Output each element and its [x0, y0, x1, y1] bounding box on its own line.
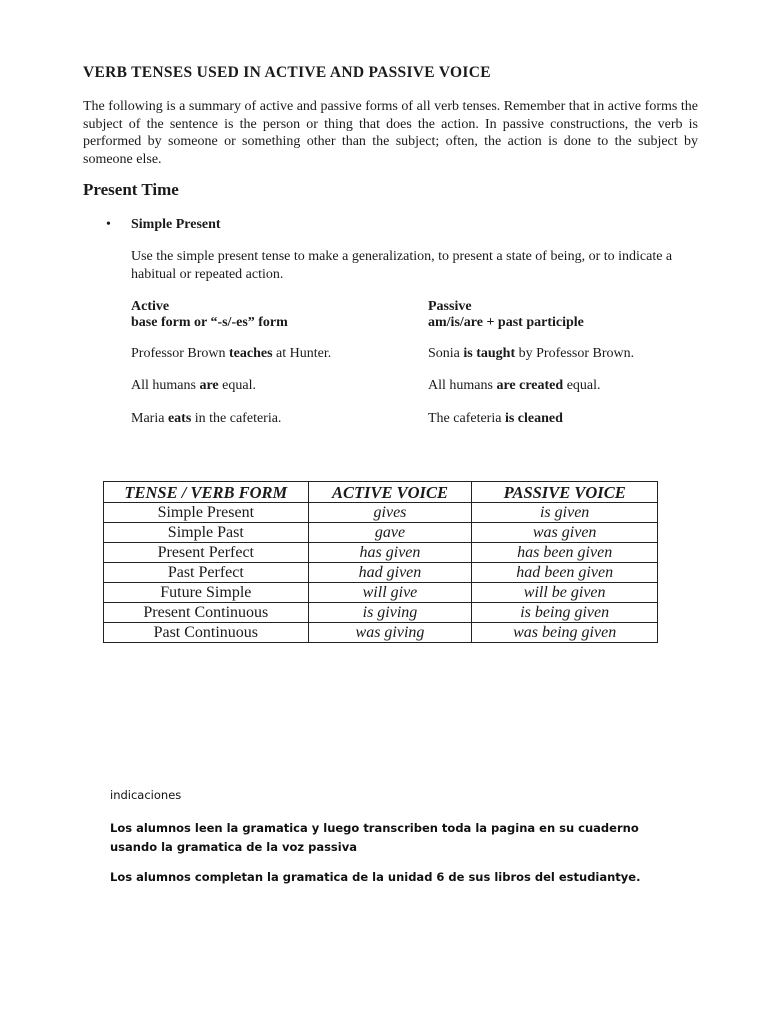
active-column-heading [131, 299, 288, 331]
tense-cell: Past Perfect [104, 563, 309, 583]
table-row [104, 523, 658, 543]
passive-column-heading [428, 299, 584, 331]
notes-line-2: Los alumnos completan la gramatica de la unidad 6 de sus libros del estudiantye. [110, 870, 641, 884]
example-verb: are created [496, 378, 564, 393]
example-verb: teaches [229, 346, 273, 361]
example-passive [428, 411, 563, 427]
notes-line-1: Los alumnos leen la gramatica y luego transcriben toda la pagina en su cuaderno usando la gramatica de la voz passiva [110, 821, 639, 854]
active-cell: gives [308, 503, 472, 523]
passive-heading: Passive [428, 299, 472, 314]
example-text: All humans [428, 378, 497, 393]
bullet-icon: • [106, 217, 111, 232]
table-header-row [104, 482, 658, 503]
tense-cell: Past Continuous [104, 623, 309, 643]
example-active [131, 346, 331, 362]
tense-cell: Present Perfect [104, 543, 309, 563]
tense-cell: Simple Present [104, 503, 309, 523]
example-verb: is cleaned [504, 411, 563, 426]
table-row [104, 543, 658, 563]
passive-cell: will be given [472, 583, 658, 603]
header-label: TENSE / VERB FORM [124, 482, 288, 502]
header-active [308, 482, 472, 503]
example-text: The cafeteria [428, 411, 505, 426]
passive-cell: is given [472, 503, 658, 523]
active-subheading: base form or “-s/-es” form [131, 315, 288, 330]
example-text: at Hunter. [272, 346, 332, 361]
passive-cell: was being given [472, 623, 658, 643]
header-passive [472, 482, 658, 503]
section-heading: Present Time [83, 180, 179, 199]
header-label: ACTIVE VOICE [331, 482, 448, 502]
active-cell: was giving [308, 623, 472, 643]
example-text: in the cafeteria. [191, 411, 282, 426]
table-row [104, 563, 658, 583]
example-passive [428, 378, 601, 394]
example-text: equal. [563, 378, 601, 393]
passive-cell: has been given [472, 543, 658, 563]
table-row [104, 623, 658, 643]
tense-table [103, 481, 658, 643]
passive-cell: is being given [472, 603, 658, 623]
bullet-title: Simple Present [131, 217, 221, 232]
notes-label: indicaciones [110, 788, 182, 802]
example-verb: is taught [463, 346, 516, 361]
active-cell: has given [308, 543, 472, 563]
active-cell: will give [308, 583, 472, 603]
example-passive [428, 346, 634, 362]
tense-cell: Simple Past [104, 523, 309, 543]
active-cell: is giving [308, 603, 472, 623]
intro-paragraph: The following is a summary of active and passive forms of all verb tenses. Remember that in active forms the subject of the sentence is the person or thing that does the action. In passive constructions, the verb is performed by someone or something other than the subject; often, the action is done to the subject by someone else. [83, 99, 698, 167]
active-cell: had given [308, 563, 472, 583]
header-tense [104, 482, 309, 503]
example-text: Sonia [428, 346, 464, 361]
example-text: by Professor Brown. [515, 346, 635, 361]
header-label: PASSIVE VOICE [503, 482, 626, 502]
example-verb: are [199, 378, 219, 393]
active-heading: Active [131, 299, 170, 314]
example-active [131, 378, 256, 394]
passive-cell: was given [472, 523, 658, 543]
example-text: equal. [218, 378, 256, 393]
active-cell: gave [308, 523, 472, 543]
tense-cell: Future Simple [104, 583, 309, 603]
example-active [131, 411, 281, 427]
passive-subheading: am/is/are + past participle [428, 315, 584, 330]
table-row [104, 503, 658, 523]
example-text: Maria [131, 411, 168, 426]
document-title: VERB TENSES USED IN ACTIVE AND PASSIVE VOICE [83, 64, 491, 81]
passive-cell: had been given [472, 563, 658, 583]
example-verb: eats [167, 411, 192, 426]
table-row [104, 603, 658, 623]
tense-cell: Present Continuous [104, 603, 309, 623]
example-text: All humans [131, 378, 200, 393]
table-row [104, 583, 658, 603]
example-text: Professor Brown [131, 346, 229, 361]
usage-paragraph: Use the simple present tense to make a generalization, to present a state of being, or to indicate a habitual or repeated action. [131, 249, 673, 282]
